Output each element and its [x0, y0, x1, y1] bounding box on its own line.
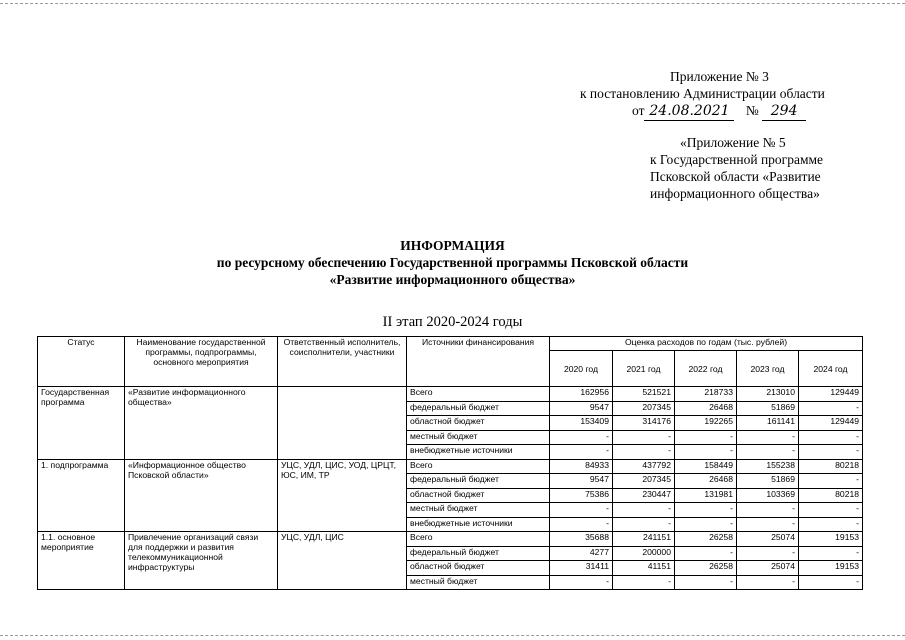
cell-value: 19153 — [799, 532, 863, 547]
cell-value: 155238 — [737, 459, 799, 474]
cell-value: - — [675, 575, 737, 590]
handwritten-number: 294 — [762, 103, 806, 121]
annex5-line2: к Государственной программе — [650, 152, 824, 167]
cell-source: Всего — [407, 459, 550, 474]
cell-value: - — [737, 517, 799, 532]
cell-value: 26258 — [675, 561, 737, 576]
cell-value: 25074 — [737, 561, 799, 576]
scan-top-border — [0, 3, 905, 4]
cell-source: Всего — [407, 532, 550, 547]
cell-value: - — [799, 430, 863, 445]
cell-value: 51869 — [737, 401, 799, 416]
cell-value: - — [550, 503, 613, 518]
annex5-block — [650, 134, 860, 202]
cell-value: - — [799, 503, 863, 518]
cell-value: - — [737, 430, 799, 445]
cell-value: - — [799, 474, 863, 489]
cell-value: - — [613, 503, 675, 518]
date-prefix: от — [632, 103, 645, 118]
annex3-decree-line: к постановлению Администрации области — [580, 86, 825, 101]
cell-source: внебюджетные источники — [407, 517, 550, 532]
table-row — [38, 459, 863, 474]
table-row — [38, 387, 863, 402]
cell-status: 1. подпрограмма — [38, 459, 125, 532]
cell-value: - — [799, 546, 863, 561]
cell-value: 26468 — [675, 401, 737, 416]
cell-value: 131981 — [675, 488, 737, 503]
cell-value: 75386 — [550, 488, 613, 503]
cell-value: - — [550, 445, 613, 460]
cell-value: 84933 — [550, 459, 613, 474]
cell-value: 200000 — [613, 546, 675, 561]
cell-source: федеральный бюджет — [407, 401, 550, 416]
cell-value: 129449 — [799, 387, 863, 402]
cell-name: Привлечение организаций связи для поддержки и развития телекоммуникационной инфраструктуры — [125, 532, 278, 590]
cell-value: 103369 — [737, 488, 799, 503]
cell-value: 51869 — [737, 474, 799, 489]
cell-value: 26468 — [675, 474, 737, 489]
cell-source: федеральный бюджет — [407, 474, 550, 489]
cell-value: - — [737, 445, 799, 460]
cell-value: 207345 — [613, 401, 675, 416]
cell-responsible — [278, 387, 407, 460]
title-line3: «Развитие информационного общества» — [329, 272, 576, 287]
resource-table — [37, 336, 863, 590]
cell-value: - — [550, 430, 613, 445]
cell-responsible: УЦС, УДЛ, ЦИС — [278, 532, 407, 590]
cell-value: - — [675, 430, 737, 445]
cell-source: областной бюджет — [407, 416, 550, 431]
cell-source: местный бюджет — [407, 430, 550, 445]
cell-value: - — [550, 575, 613, 590]
annex5-line1: «Приложение № 5 — [680, 135, 786, 150]
cell-value: 80218 — [799, 488, 863, 503]
cell-value: - — [675, 546, 737, 561]
cell-value: - — [737, 503, 799, 518]
cell-value: - — [613, 575, 675, 590]
cell-value: 218733 — [675, 387, 737, 402]
cell-value: 437792 — [613, 459, 675, 474]
cell-value: 4277 — [550, 546, 613, 561]
cell-value: 31411 — [550, 561, 613, 576]
cell-value: 213010 — [737, 387, 799, 402]
header-status: Статус — [38, 337, 125, 387]
cell-name: «Информационное общество Псковской области» — [125, 459, 278, 532]
cell-value: - — [799, 401, 863, 416]
cell-value: 26258 — [675, 532, 737, 547]
title-line1: ИНФОРМАЦИЯ — [400, 238, 505, 253]
header-estimate: Оценка расходов по годам (тыс. рублей) — [550, 337, 863, 351]
cell-value: - — [737, 575, 799, 590]
cell-value: 230447 — [613, 488, 675, 503]
cell-source: местный бюджет — [407, 575, 550, 590]
cell-source: федеральный бюджет — [407, 546, 550, 561]
stage-heading: II этап 2020-2024 годы — [382, 314, 523, 330]
header-year: 2020 год — [550, 351, 613, 387]
header-name: Наименование государственной программы, подпрограммы, основного мероприятия — [125, 337, 278, 387]
cell-value: - — [799, 575, 863, 590]
annex3-date-line — [580, 102, 870, 121]
cell-value: 9547 — [550, 474, 613, 489]
cell-value: - — [675, 517, 737, 532]
cell-source: местный бюджет — [407, 503, 550, 518]
header-year: 2023 год — [737, 351, 799, 387]
cell-value: 35688 — [550, 532, 613, 547]
cell-value: 19153 — [799, 561, 863, 576]
cell-value: 129449 — [799, 416, 863, 431]
annex3-block — [580, 68, 870, 121]
cell-value: 241151 — [613, 532, 675, 547]
cell-source: Всего — [407, 387, 550, 402]
cell-value: 314176 — [613, 416, 675, 431]
cell-value: 161141 — [737, 416, 799, 431]
cell-value: 25074 — [737, 532, 799, 547]
cell-value: - — [675, 445, 737, 460]
number-prefix: № — [745, 103, 759, 118]
cell-source: областной бюджет — [407, 561, 550, 576]
annex3-title: Приложение № 3 — [670, 69, 769, 84]
cell-name: «Развитие информационного общества» — [125, 387, 278, 460]
annex5-line4: информационного общества» — [650, 186, 820, 201]
cell-value: - — [675, 503, 737, 518]
cell-value: 9547 — [550, 401, 613, 416]
header-responsible: Ответственный исполнитель, соисполнители, участники — [278, 337, 407, 387]
cell-value: - — [737, 546, 799, 561]
cell-value: 192265 — [675, 416, 737, 431]
handwritten-date: 24.08.2021 — [644, 103, 734, 121]
cell-value: 158449 — [675, 459, 737, 474]
scan-bottom-border — [0, 635, 905, 636]
cell-source: областной бюджет — [407, 488, 550, 503]
cell-value: - — [613, 445, 675, 460]
header-year: 2024 год — [799, 351, 863, 387]
header-year: 2021 год — [613, 351, 675, 387]
cell-value: 80218 — [799, 459, 863, 474]
cell-responsible: УЦС, УДЛ, ЦИС, УОД, ЦРЦТ, ЮС, ИМ, ТР — [278, 459, 407, 532]
cell-status: 1.1. основное мероприятие — [38, 532, 125, 590]
cell-value: - — [613, 430, 675, 445]
header-sources: Источники финансирования — [407, 337, 550, 387]
cell-value: - — [799, 445, 863, 460]
cell-value: - — [799, 517, 863, 532]
cell-status: Государственная программа — [38, 387, 125, 460]
cell-value: - — [550, 517, 613, 532]
table-row — [38, 532, 863, 547]
cell-value: 207345 — [613, 474, 675, 489]
cell-source: внебюджетные источники — [407, 445, 550, 460]
cell-value: - — [613, 517, 675, 532]
cell-value: 41151 — [613, 561, 675, 576]
header-year: 2022 год — [675, 351, 737, 387]
cell-value: 162956 — [550, 387, 613, 402]
cell-value: 153409 — [550, 416, 613, 431]
annex5-line3: Псковской области «Развитие — [650, 169, 821, 184]
cell-value: 521521 — [613, 387, 675, 402]
document-title — [0, 237, 905, 288]
title-line2: по ресурсному обеспечению Государственной программы Псковской области — [216, 255, 689, 270]
